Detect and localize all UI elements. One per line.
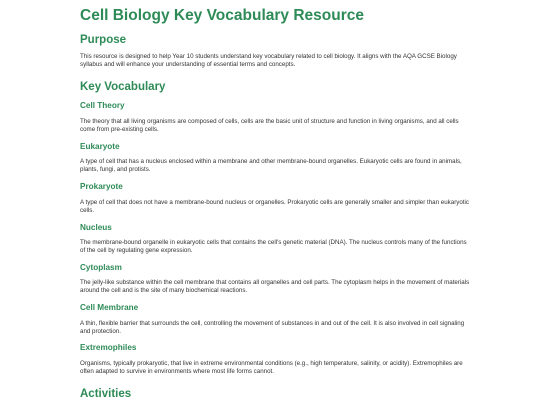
definition-cell-membrane: A thin, flexible barrier that surrounds the cell, controlling the movement of substances in and out of the cell. It is also involved in cell signaling and protection. [80,320,465,335]
definition-nucleus: The membrane-bound organelle in eukaryotic cells that contains the cell's genetic material (DNA). The nucleus controls many of the functions of the cell by regulating gene expression. [80,239,467,254]
definition-cell-theory: The theory that all living organisms are composed of cells, cells are the basic unit of structure and function in living organisms, and all cells come from pre-existing cells. [80,118,459,133]
term-cell-theory: Cell Theory [80,101,125,110]
purpose-heading: Purpose [80,34,127,46]
term-eukaryote: Eukaryote [80,142,120,151]
definition-eukaryote: A type of cell that has a nucleus enclosed within a membrane and other membrane-bound organelles. Eukaryotic cells are found in animals, plants, fungi, and protists. [80,158,462,173]
page-title: Cell Biology Key Vocabulary Resource [80,7,364,24]
term-cytoplasm: Cytoplasm [80,263,122,272]
term-nucleus: Nucleus [80,223,112,232]
definition-extremophiles: Organisms, typically prokaryotic, that live in extreme environmental conditions (e.g., high temperature, salinity, or acidity). Extremophiles are often adapted to survive in environments where most life forms cannot. [80,360,463,375]
purpose-text: This resource is designed to help Year 10 students understand key vocabulary related to cell biology. It aligns with the AQA GCSE Biology syllabus and will enhance your understanding of essential terms and concepts. [80,53,457,68]
definition-prokaryote: A type of cell that does not have a membrane-bound nucleus or organelles. Prokaryotic cells are generally smaller and simpler than eukaryotic cells. [80,199,469,214]
term-prokaryote: Prokaryote [80,182,123,191]
term-cell-membrane: Cell Membrane [80,303,139,312]
key-vocabulary-heading: Key Vocabulary [80,81,166,93]
definition-cytoplasm: The jelly-like substance within the cell membrane that contains all organelles and cell parts. The cytoplasm helps in the movement of materials around the cell and is the site of many biochemical reactions. [80,279,470,294]
term-extremophiles: Extremophiles [80,343,137,352]
activities-heading: Activities [80,388,132,400]
